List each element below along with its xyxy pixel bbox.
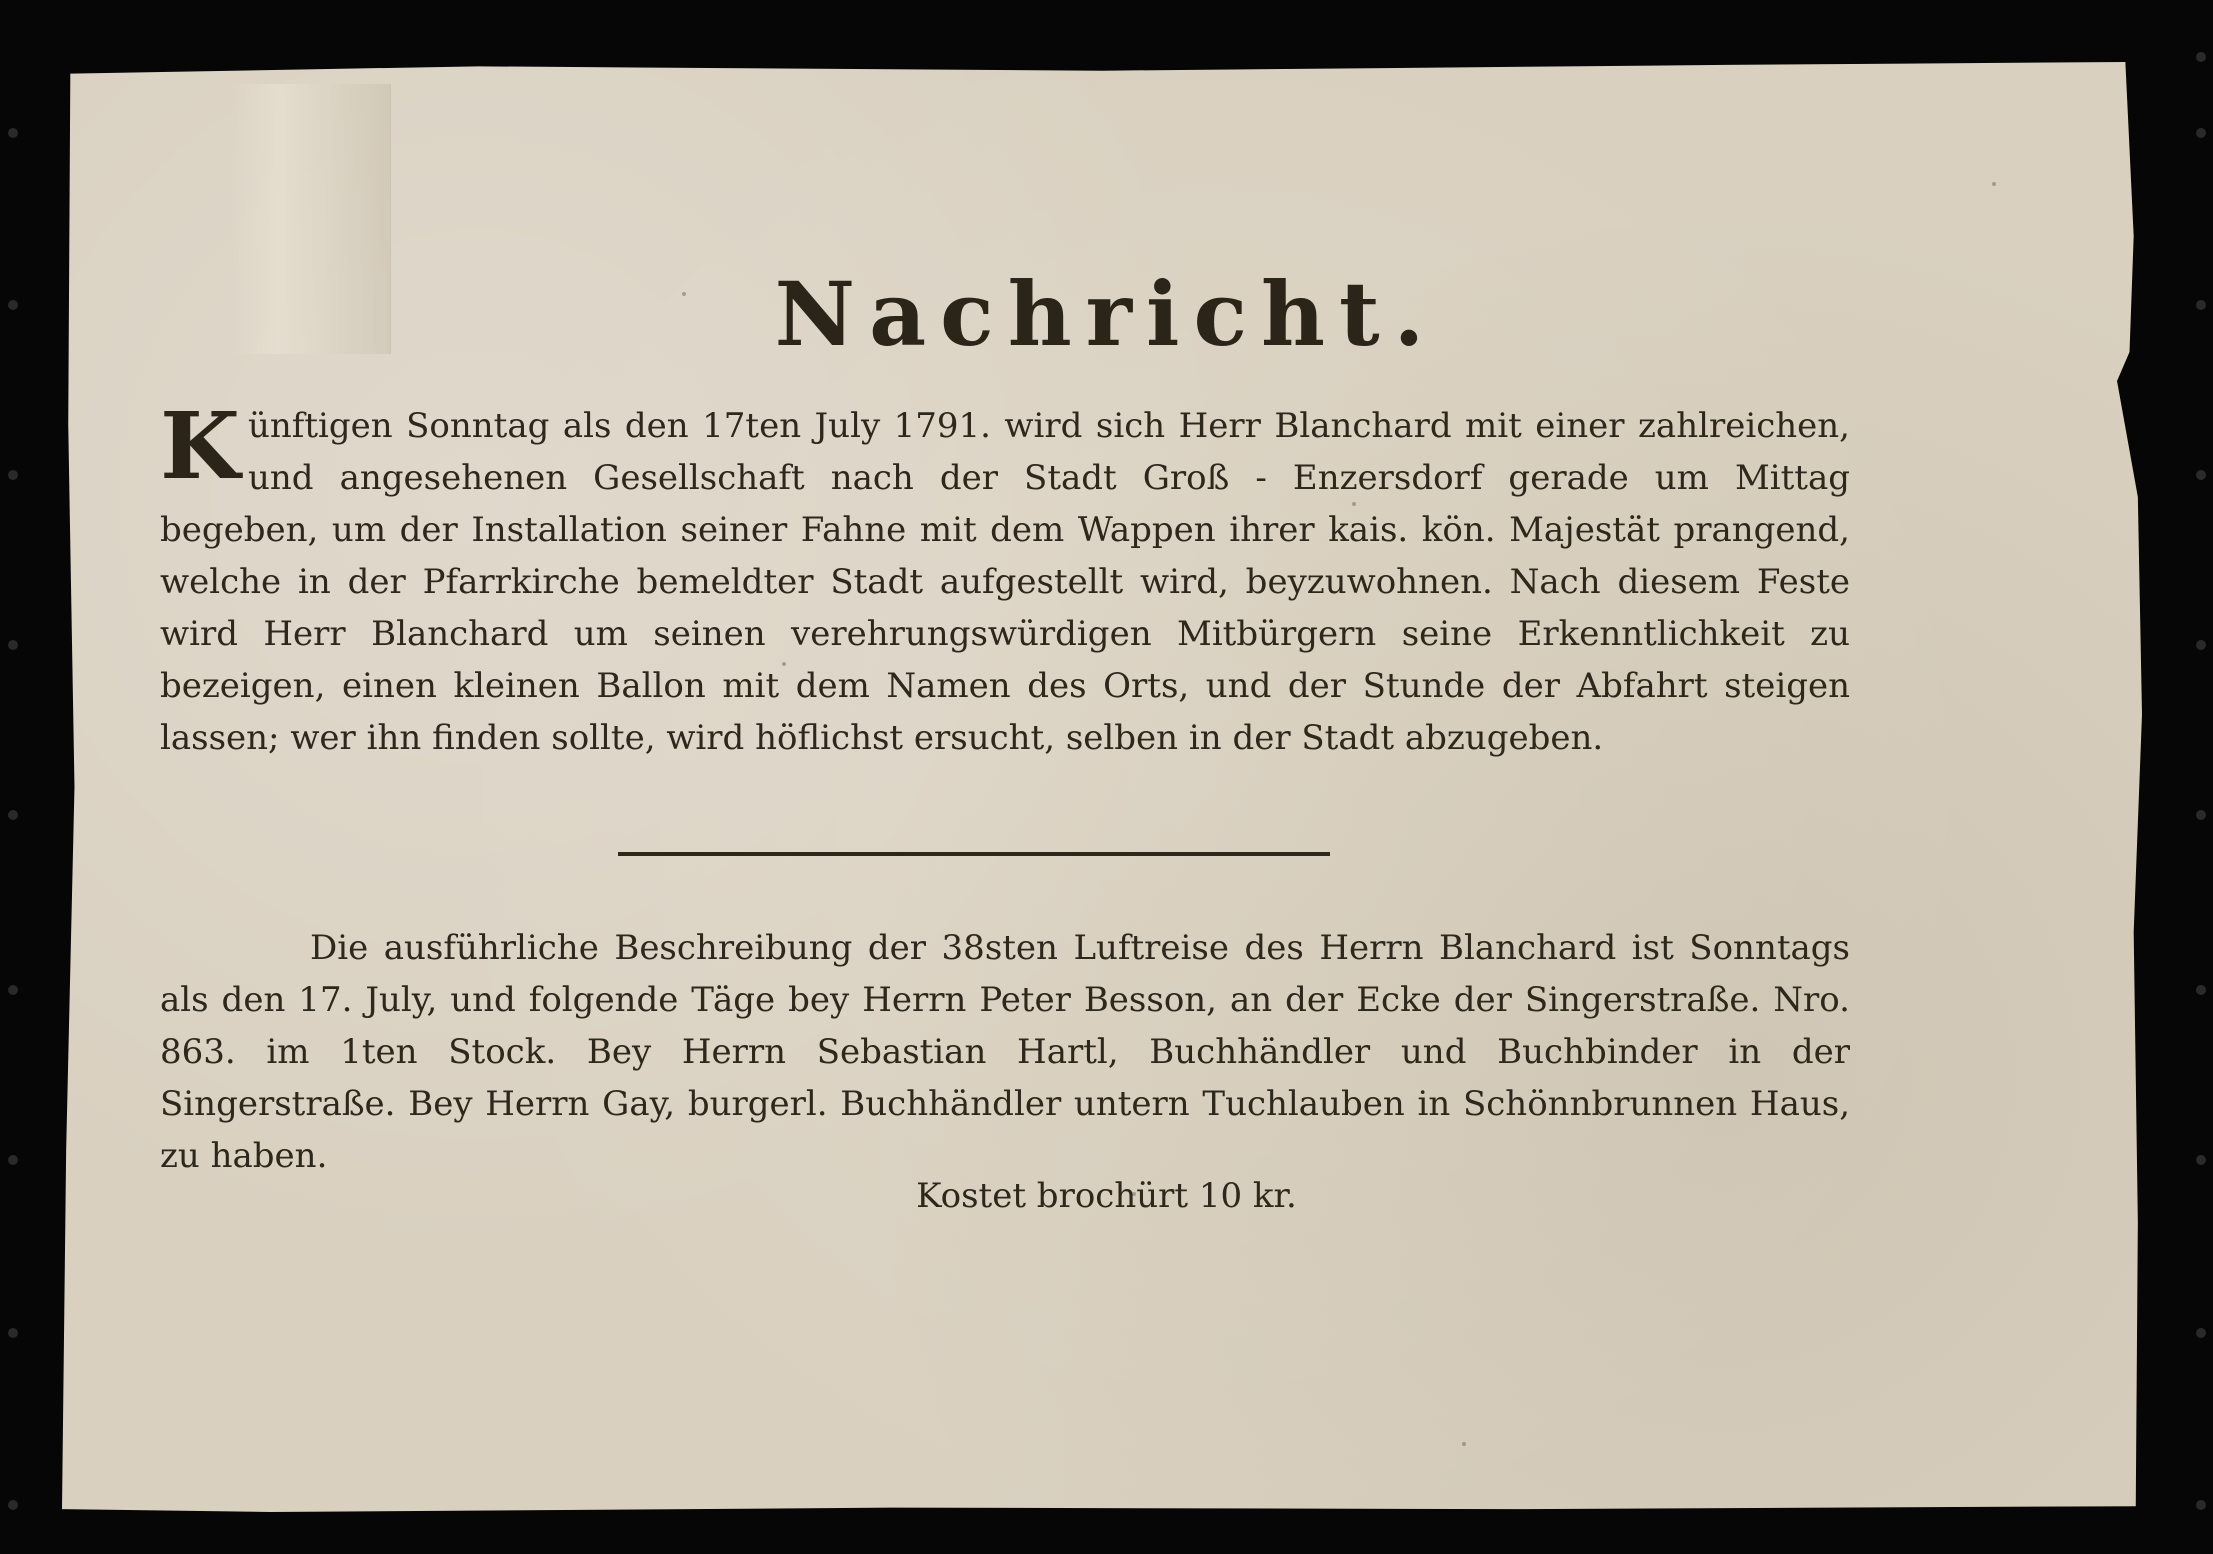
binder-hole [8,1500,18,1510]
binder-hole [8,1155,18,1165]
announcement-text: ünftigen Sonntag als den 17ten July 1791. wird sich Herr Blanchard mit einer zahlreichen, und angesehenen Gesellschaft nach der Stadt Groß - Enzersdorf gerade um Mittag begeben, um der Installation seiner Fahne mit dem Wappen ihrer kais. kön. Majestät prangend, welche in der Pfarrkirche bemeldter Stadt aufgestellt wird, beyzuwohnen. Nach diesem Feste wird Herr Blanchard um seinen verehrungswürdigen Mitbürgern seine Erkenntlichkeit zu bezeigen, einen kleinen Ballon mit dem Namen des Orts, und der Stunde der Abfahrt steigen lassen; wer ihn finden sollte, wird höflichst ersucht, selben in der Stadt abzugeben. [160,406,1850,758]
binder-hole [8,470,18,480]
binder-hole [8,985,18,995]
binder-hole [2196,810,2206,820]
binder-hole [2196,1155,2206,1165]
announcement-paragraph [160,392,1850,764]
paper-speck [1462,1442,1466,1446]
binder-hole [2196,1328,2206,1338]
binder-hole [2196,52,2206,62]
paper-speck [1992,182,1996,186]
binder-hole [2196,1500,2206,1510]
binder-hole [2196,640,2206,650]
binder-hole [8,640,18,650]
price-line: Kostet brochürt 10 kr. [916,1176,1297,1216]
binder-hole [2196,470,2206,480]
binder-hole [8,810,18,820]
description-paragraph: Die ausführliche Beschreibung der 38sten Luftreise des Herrn Blanchard ist Sonntags als den 17. July, und folgende Täge bey Herrn Peter Besson, an der Ecke der Singerstraße. Nro. 863. im 1ten Stock. Bey Herrn Sebastian Hartl, Buchhändler und Buchbinder in der Singerstraße. Bey Herrn Gay, burgerl. Buchhändler untern Tuchlauben in Schönnbrunnen Haus, zu haben. [160,928,1850,1176]
binder-hole [8,1328,18,1338]
binder-hole [8,128,18,138]
section-divider [618,852,1330,856]
document-title: Nachricht. [774,262,1439,366]
binder-hole [2196,128,2206,138]
binder-hole [2196,985,2206,995]
drop-cap: K [160,392,240,500]
